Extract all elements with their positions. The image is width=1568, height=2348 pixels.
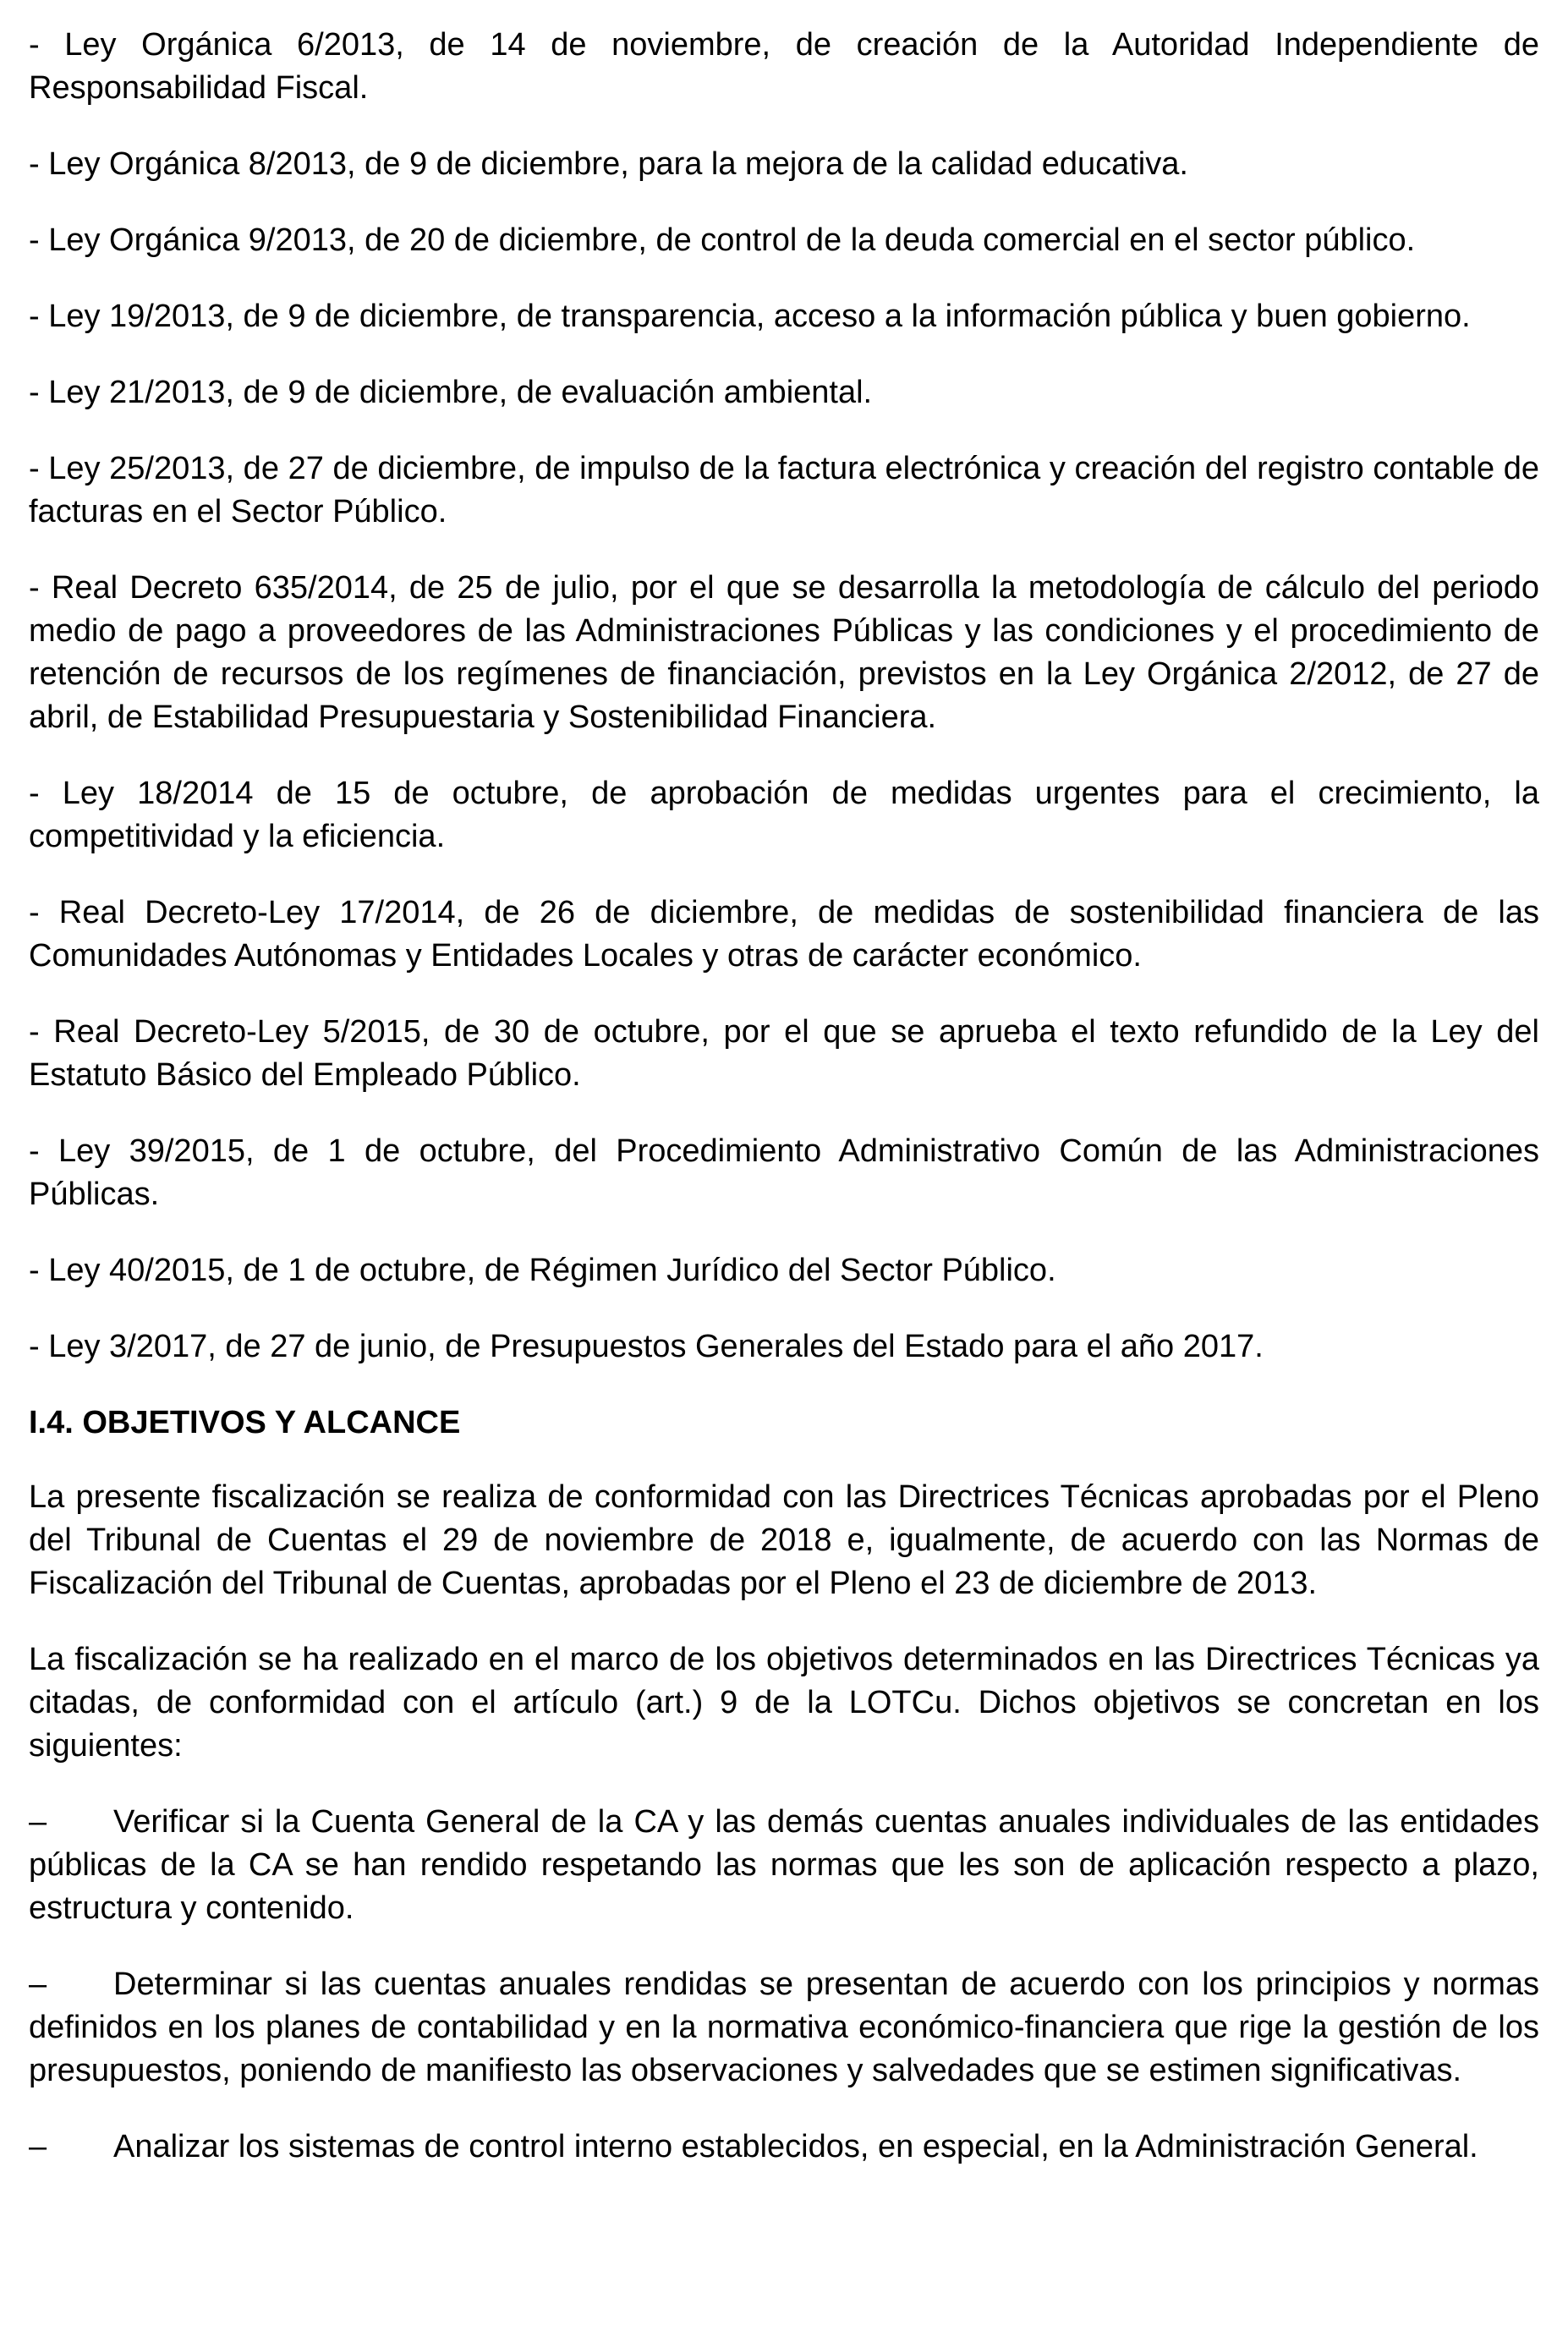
objective-item [29, 1801, 1539, 1930]
section-heading: I.4. OBJETIVOS Y ALCANCE [29, 1405, 461, 1440]
document-page [29, 24, 1539, 2202]
objective-text: Determinar si las cuentas anuales rendidas se presentan de acuerdo con los principios y normas definidos en los planes de contabilidad y en la normativa económico-financiera que rige la gestión de los presupuestos, poniendo de manifiesto las observaciones y salvedades que se estimen significativas. [29, 1967, 1539, 2088]
dash-bullet: – [29, 1804, 47, 1840]
dash-bullet: – [29, 1967, 47, 2002]
law-item: - Ley 39/2015, de 1 de octubre, del Procedimiento Administrativo Común de las Administraciones Públicas. [29, 1133, 1539, 1212]
body-paragraph: La presente fiscalización se realiza de conformidad con las Directrices Técnicas aprobadas por el Pleno del Tribunal de Cuentas el 29 de noviembre de 2018 e, igualmente, de acuerdo con las Normas de Fiscalización del Tribunal de Cuentas, aprobadas por el Pleno el 23 de diciembre de 2013. [29, 1479, 1539, 1601]
objective-item [29, 2126, 1539, 2169]
law-item: - Ley 21/2013, de 9 de diciembre, de evaluación ambiental. [29, 375, 873, 410]
objective-text: Verificar si la Cuenta General de la CA y las demás cuentas anuales individuales de las entidades públicas de la CA se han rendido respetando las normas que les son de aplicación respecto a plazo, estructura y contenido. [29, 1804, 1539, 1926]
law-item: - Ley Orgánica 8/2013, de 9 de diciembre, para la mejora de la calidad educativa. [29, 146, 1188, 182]
law-item: - Ley 18/2014 de 15 de octubre, de aprobación de medidas urgentes para el crecimiento, la competitividad y la eficiencia. [29, 776, 1539, 854]
law-item: - Real Decreto-Ley 5/2015, de 30 de octubre, por el que se aprueba el texto refundido de la Ley del Estatuto Básico del Empleado Público. [29, 1014, 1539, 1093]
dash-bullet: – [29, 2129, 47, 2164]
objective-text: Analizar los sistemas de control interno establecidos, en especial, en la Administración General. [113, 2129, 1478, 2164]
law-item: - Ley 3/2017, de 27 de junio, de Presupuestos Generales del Estado para el año 2017. [29, 1329, 1264, 1364]
law-item: - Ley Orgánica 6/2013, de 14 de noviembre, de creación de la Autoridad Independiente de Responsabilidad Fiscal. [29, 27, 1539, 106]
body-paragraph: La fiscalización se ha realizado en el marco de los objetivos determinados en las Directrices Técnicas ya citadas, de conformidad con el artículo (art.) 9 de la LOTCu. Dichos objetivos se concretan en los siguientes: [29, 1642, 1539, 1764]
law-item: - Ley Orgánica 9/2013, de 20 de diciembre, de control de la deuda comercial en el sector público. [29, 222, 1416, 258]
law-item: - Real Decreto-Ley 17/2014, de 26 de diciembre, de medidas de sostenibilidad financiera de las Comunidades Autónomas y Entidades Locales y otras de carácter económico. [29, 895, 1539, 974]
law-item: - Real Decreto 635/2014, de 25 de julio, por el que se desarrolla la metodología de cálculo del periodo medio de pago a proveedores de las Administraciones Públicas y las condiciones y el procedimiento de retención de recursos de los regímenes de financiación, previstos en la Ley Orgánica 2/2012, de 27 de abril, de Estabilidad Presupuestaria y Sostenibilidad Financiera. [29, 570, 1539, 735]
law-item: - Ley 25/2013, de 27 de diciembre, de impulso de la factura electrónica y creación del registro contable de facturas en el Sector Público. [29, 451, 1539, 529]
law-item: - Ley 19/2013, de 9 de diciembre, de transparencia, acceso a la información pública y buen gobierno. [29, 299, 1471, 334]
law-item: - Ley 40/2015, de 1 de octubre, de Régimen Jurídico del Sector Público. [29, 1253, 1056, 1288]
objective-item [29, 1963, 1539, 2093]
